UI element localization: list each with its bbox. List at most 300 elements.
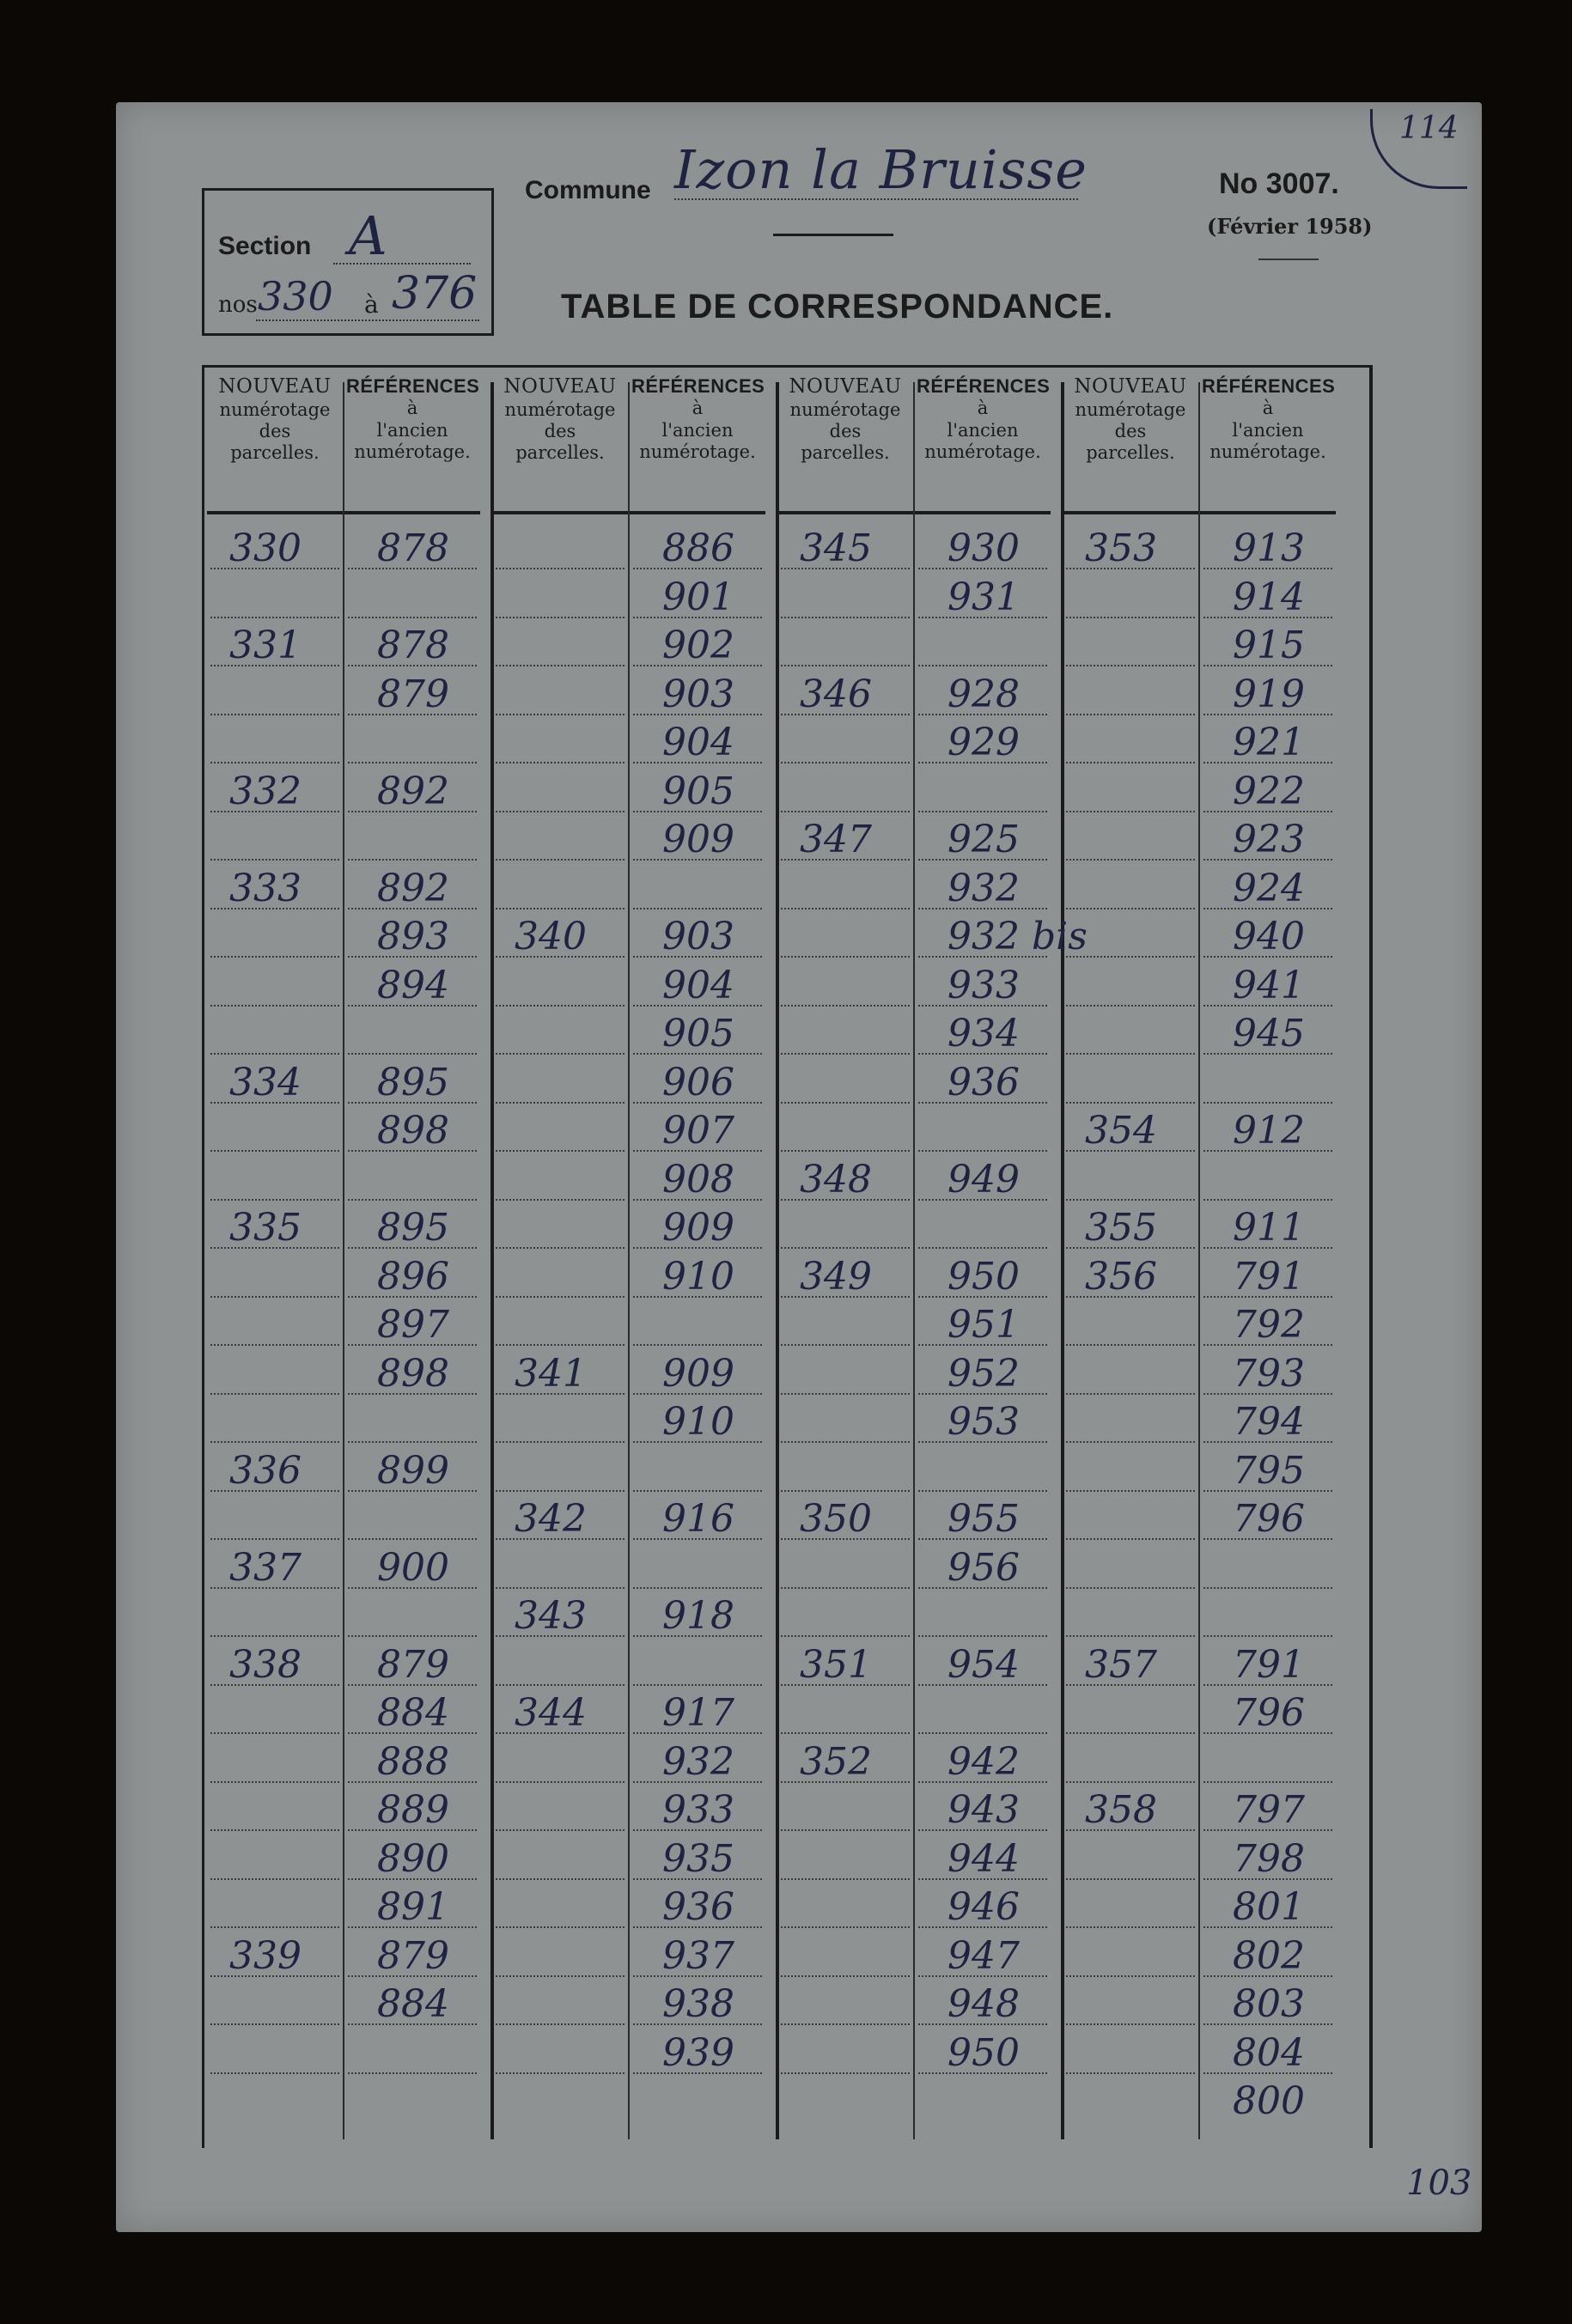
nouveau-cell: 337 — [229, 1545, 302, 1590]
row-dotted-line — [496, 1053, 625, 1055]
ancien-cell: 903 — [662, 672, 734, 716]
row-dotted-line — [348, 1441, 477, 1443]
ancien-cell: 917 — [662, 1691, 734, 1735]
ancien-cell: 945 — [1233, 1012, 1305, 1056]
header-line: des — [259, 420, 291, 441]
row-dotted-line — [918, 665, 1047, 666]
row-dotted-line — [210, 1393, 339, 1395]
commune-dotted-line — [674, 198, 1078, 200]
ancien-cell: 910 — [662, 1400, 734, 1444]
header-line: numérotage. — [639, 441, 756, 462]
row-dotted-line — [210, 1781, 339, 1783]
row-dotted-line — [496, 617, 625, 618]
row-dotted-line — [1066, 714, 1195, 715]
ancien-cell: 900 — [377, 1545, 449, 1590]
row-dotted-line — [210, 617, 339, 618]
row-dotted-line — [1066, 1344, 1195, 1346]
ancien-cell: 924 — [1233, 866, 1305, 910]
row-dotted-line — [496, 1150, 625, 1152]
nouveau-cell: 353 — [1085, 526, 1157, 570]
row-dotted-line — [1066, 859, 1195, 861]
ancien-cell: 879 — [377, 1933, 449, 1978]
ancien-cell: 932 — [947, 866, 1020, 910]
row-dotted-line — [210, 1538, 339, 1540]
ancien-cell: 929 — [947, 721, 1020, 764]
row-dotted-line — [1066, 1199, 1195, 1201]
ancien-cell: 795 — [1233, 1448, 1305, 1493]
ancien-cell: 879 — [377, 672, 449, 716]
row-dotted-line — [1066, 908, 1195, 910]
header-line: à — [406, 398, 418, 419]
nouveau-cell: 351 — [800, 1642, 872, 1687]
row-dotted-line — [781, 1878, 910, 1880]
row-dotted-line — [781, 1975, 910, 1977]
nos-label: nos — [218, 292, 258, 318]
section-label: Section — [218, 232, 312, 260]
row-dotted-line — [781, 1441, 910, 1443]
nouveau-cell: 335 — [229, 1206, 302, 1250]
ancien-cell: 919 — [1233, 672, 1305, 716]
header-line: l'ancien — [661, 419, 734, 441]
row-dotted-line — [1066, 1732, 1195, 1734]
header-line: parcelles. — [801, 441, 890, 463]
ancien-cell: 921 — [1233, 721, 1305, 764]
ancien-cell: 886 — [662, 526, 734, 570]
header-line: RÉFÉRENCES — [346, 375, 480, 397]
ancien-cell: 891 — [377, 1885, 449, 1929]
column-separator — [776, 382, 779, 2139]
header-line: NOUVEAU — [503, 375, 617, 398]
row-dotted-line — [210, 1926, 339, 1928]
ancien-cell: 915 — [1233, 624, 1305, 667]
row-dotted-line — [1066, 1393, 1195, 1395]
header-rule — [207, 511, 343, 514]
row-dotted-line — [496, 1878, 625, 1880]
header-rule — [777, 511, 913, 514]
ancien-cell: 794 — [1233, 1400, 1305, 1444]
ancien-cell: 909 — [662, 818, 734, 861]
ancien-cell: 793 — [1233, 1351, 1305, 1396]
nouveau-cell: 330 — [229, 526, 302, 570]
row-dotted-line — [781, 1102, 910, 1104]
nos-dotted-line — [256, 319, 479, 321]
row-dotted-line — [496, 2023, 625, 2025]
ancien-cell: 791 — [1233, 1254, 1305, 1299]
ancien-cell: 955 — [947, 1497, 1020, 1541]
row-dotted-line — [1203, 1102, 1332, 1104]
ancien-cell: 925 — [947, 818, 1020, 861]
nouveau-cell: 343 — [515, 1594, 587, 1638]
ancien-cell: 898 — [377, 1351, 449, 1396]
column-separator — [628, 382, 630, 2139]
row-dotted-line — [1066, 617, 1195, 618]
ancien-cell: 918 — [662, 1594, 734, 1638]
header-nouveau-3 — [779, 375, 911, 464]
row-dotted-line — [210, 1199, 339, 1201]
ancien-cell: 948 — [947, 1982, 1020, 2026]
column-separator — [343, 382, 344, 2139]
row-dotted-line — [781, 1635, 910, 1637]
row-dotted-line — [1066, 1102, 1195, 1104]
ancien-cell: 889 — [377, 1788, 449, 1832]
header-rule — [1200, 511, 1336, 514]
row-dotted-line — [496, 811, 625, 812]
nouveau-cell: 356 — [1085, 1254, 1157, 1299]
row-dotted-line — [633, 1587, 762, 1589]
ancien-cell: 878 — [377, 624, 449, 667]
header-line: NOUVEAU — [218, 375, 332, 398]
row-dotted-line — [1203, 1587, 1332, 1589]
row-dotted-line — [496, 1296, 625, 1298]
row-dotted-line — [781, 1005, 910, 1007]
header-line: l'ancien — [376, 419, 448, 441]
ancien-cell: 791 — [1233, 1642, 1305, 1687]
header-line: numérotage — [789, 398, 901, 420]
row-dotted-line — [781, 762, 910, 764]
nouveau-cell: 345 — [800, 526, 872, 570]
row-dotted-line — [348, 617, 477, 618]
ancien-cell: 913 — [1233, 526, 1305, 570]
row-dotted-line — [210, 1005, 339, 1007]
row-dotted-line — [496, 1781, 625, 1783]
column-separator — [913, 382, 915, 2139]
nouveau-cell: 350 — [800, 1497, 872, 1541]
header-rule — [915, 511, 1051, 514]
row-dotted-line — [1066, 1587, 1195, 1589]
ancien-cell: 796 — [1233, 1691, 1305, 1735]
nouveau-cell: 331 — [229, 624, 302, 667]
row-dotted-line — [348, 1635, 477, 1637]
nouveau-cell: 347 — [800, 818, 872, 861]
row-dotted-line — [918, 1490, 1047, 1492]
ancien-cell: 936 — [662, 1885, 734, 1929]
nouveau-cell: 349 — [800, 1254, 872, 1299]
row-dotted-line — [496, 1975, 625, 1977]
ancien-cell: 907 — [662, 1109, 734, 1153]
nouveau-cell: 339 — [229, 1933, 302, 1978]
nouveau-cell: 354 — [1085, 1109, 1157, 1153]
header-references-3 — [917, 375, 1049, 463]
commune-label: Commune — [525, 176, 651, 204]
ancien-cell: 908 — [662, 1157, 734, 1202]
row-dotted-line — [918, 1732, 1047, 1734]
row-dotted-line — [1066, 1538, 1195, 1540]
row-dotted-line — [918, 1150, 1047, 1152]
nouveau-cell: 340 — [515, 915, 587, 958]
row-dotted-line — [1066, 1878, 1195, 1880]
row-dotted-line — [496, 568, 625, 569]
row-dotted-line — [781, 1490, 910, 1492]
header-line: NOUVEAU — [789, 375, 902, 398]
ancien-cell: 939 — [662, 2030, 734, 2075]
header-nouveau-4 — [1064, 375, 1197, 464]
row-dotted-line — [496, 1926, 625, 1928]
header-line: RÉFÉRENCES — [1202, 375, 1336, 397]
column-separator — [1061, 382, 1064, 2139]
nouveau-cell: 344 — [515, 1691, 587, 1735]
header-rule — [1063, 511, 1198, 514]
header-line: parcelles. — [515, 441, 605, 463]
row-dotted-line — [496, 908, 625, 910]
commune-underline — [773, 234, 893, 236]
row-dotted-line — [496, 1829, 625, 1831]
row-dotted-line — [496, 762, 625, 764]
form-number: No 3007. — [1219, 167, 1339, 200]
row-dotted-line — [1066, 665, 1195, 666]
header-line: RÉFÉRENCES — [917, 375, 1051, 397]
ancien-cell: 895 — [377, 1206, 449, 1250]
nouveau-cell: 334 — [229, 1060, 302, 1104]
column-separator — [1198, 382, 1200, 2139]
ancien-cell: 931 — [947, 575, 1020, 619]
row-dotted-line — [1066, 1781, 1195, 1783]
ancien-cell: 947 — [947, 1933, 1020, 1978]
ancien-cell: 796 — [1233, 1497, 1305, 1541]
row-dotted-line — [348, 1053, 477, 1055]
nouveau-cell: 357 — [1085, 1642, 1157, 1687]
nouveau-cell: 346 — [800, 672, 872, 716]
ancien-cell: 905 — [662, 1012, 734, 1056]
row-dotted-line — [781, 1829, 910, 1831]
row-dotted-line — [781, 1344, 910, 1346]
row-dotted-line — [1066, 1053, 1195, 1055]
row-dotted-line — [781, 1587, 910, 1589]
header-line: numérotage. — [354, 441, 471, 462]
row-dotted-line — [210, 859, 339, 861]
row-dotted-line — [210, 1829, 339, 1831]
ancien-cell: 954 — [947, 1642, 1020, 1687]
folio-number-top: 114 — [1399, 111, 1459, 146]
ancien-cell: 895 — [377, 1060, 449, 1104]
row-dotted-line — [781, 908, 910, 910]
row-dotted-line — [918, 811, 1047, 812]
ancien-cell: 951 — [947, 1303, 1020, 1347]
row-dotted-line — [1203, 1199, 1332, 1201]
ancien-cell: 932 bis — [947, 915, 1088, 958]
header-references-1 — [346, 375, 478, 463]
ancien-cell: 949 — [947, 1157, 1020, 1202]
ancien-cell: 928 — [947, 672, 1020, 716]
ancien-cell: 910 — [662, 1254, 734, 1299]
row-dotted-line — [781, 1926, 910, 1928]
row-dotted-line — [1066, 2072, 1195, 2074]
ancien-cell: 899 — [377, 1448, 449, 1493]
document-sheet — [116, 102, 1482, 2232]
ancien-cell: 914 — [1233, 575, 1305, 619]
row-dotted-line — [348, 762, 477, 764]
ancien-cell: 897 — [377, 1303, 449, 1347]
ancien-cell: 950 — [947, 2030, 1020, 2075]
nouveau-cell: 355 — [1085, 1206, 1157, 1250]
ancien-cell: 792 — [1233, 1303, 1305, 1347]
row-dotted-line — [1066, 2023, 1195, 2025]
row-dotted-line — [496, 1102, 625, 1104]
ancien-cell: 905 — [662, 769, 734, 813]
header-line: numérotage. — [924, 441, 1041, 462]
ancien-cell: 894 — [377, 963, 449, 1007]
row-dotted-line — [781, 1053, 910, 1055]
header-line: NOUVEAU — [1074, 375, 1187, 398]
row-dotted-line — [496, 2072, 625, 2074]
row-dotted-line — [210, 1150, 339, 1152]
ancien-cell: 933 — [662, 1788, 734, 1832]
ancien-cell: 946 — [947, 1885, 1020, 1929]
nouveau-cell: 342 — [515, 1497, 587, 1541]
ancien-cell: 944 — [947, 1836, 1020, 1881]
row-dotted-line — [781, 1393, 910, 1395]
header-line: des — [829, 420, 862, 441]
row-dotted-line — [496, 1344, 625, 1346]
row-dotted-line — [496, 1005, 625, 1007]
header-line: numérotage. — [1209, 441, 1326, 462]
ancien-cell: 801 — [1233, 1885, 1305, 1929]
nouveau-cell: 358 — [1085, 1788, 1157, 1832]
row-dotted-line — [781, 1732, 910, 1734]
ancien-cell: 901 — [662, 575, 734, 619]
nos-from-value: 330 — [258, 273, 333, 319]
row-dotted-line — [633, 908, 762, 910]
row-dotted-line — [348, 859, 477, 861]
ancien-cell: 892 — [377, 769, 449, 813]
ancien-cell: 916 — [662, 1497, 734, 1541]
ancien-cell: 912 — [1233, 1109, 1305, 1153]
row-dotted-line — [1203, 1635, 1332, 1637]
nouveau-cell: 333 — [229, 866, 302, 910]
header-line: numérotage — [504, 398, 616, 420]
row-dotted-line — [496, 859, 625, 861]
ancien-cell: 911 — [1233, 1206, 1305, 1250]
row-dotted-line — [781, 617, 910, 618]
row-dotted-line — [210, 714, 339, 715]
row-dotted-line — [348, 2072, 477, 2074]
ancien-cell: 932 — [662, 1739, 734, 1784]
nos-to-value: 376 — [392, 268, 478, 319]
nouveau-cell: 338 — [229, 1642, 302, 1687]
row-dotted-line — [210, 1296, 339, 1298]
header-line: numérotage — [1075, 398, 1186, 420]
ancien-cell: 878 — [377, 526, 449, 570]
range-a-label: à — [364, 290, 379, 319]
form-date: (Février 1958) — [1207, 214, 1373, 239]
header-nouveau-1 — [209, 375, 341, 464]
row-dotted-line — [210, 1441, 339, 1443]
row-dotted-line — [1066, 1975, 1195, 1977]
header-line: l'ancien — [947, 419, 1019, 441]
ancien-cell: 893 — [377, 915, 449, 958]
ancien-cell: 956 — [947, 1545, 1020, 1590]
row-dotted-line — [633, 1684, 762, 1686]
table-title: TABLE DE CORRESPONDANCE. — [561, 288, 1114, 325]
row-dotted-line — [918, 1635, 1047, 1637]
row-dotted-line — [781, 2072, 910, 2074]
ancien-cell: 902 — [662, 624, 734, 667]
ancien-cell: 904 — [662, 963, 734, 1007]
row-dotted-line — [781, 1150, 910, 1152]
header-rule — [344, 511, 480, 514]
ancien-cell: 892 — [377, 866, 449, 910]
ancien-cell: 950 — [947, 1254, 1020, 1299]
row-dotted-line — [1066, 1926, 1195, 1928]
row-dotted-line — [496, 1441, 625, 1443]
row-dotted-line — [496, 1490, 625, 1492]
ancien-cell: 923 — [1233, 818, 1305, 861]
row-dotted-line — [348, 1199, 477, 1201]
header-references-4 — [1202, 375, 1334, 463]
row-dotted-line — [496, 714, 625, 715]
ancien-cell: 888 — [377, 1739, 449, 1784]
row-dotted-line — [1066, 1005, 1195, 1007]
row-dotted-line — [1066, 1441, 1195, 1443]
row-dotted-line — [496, 1684, 625, 1686]
row-dotted-line — [496, 665, 625, 666]
header-line: parcelles. — [230, 441, 320, 463]
header-line: l'ancien — [1232, 419, 1304, 441]
ancien-cell: 937 — [662, 1933, 734, 1978]
row-dotted-line — [1203, 1781, 1332, 1783]
ancien-cell: 906 — [662, 1060, 734, 1104]
row-dotted-line — [210, 2072, 339, 2074]
row-dotted-line — [781, 665, 910, 666]
row-dotted-line — [781, 811, 910, 812]
nouveau-cell: 348 — [800, 1157, 872, 1202]
row-dotted-line — [210, 1878, 339, 1880]
commune-value: Izon la Bruisse — [674, 138, 1088, 201]
row-dotted-line — [496, 1247, 625, 1249]
ancien-cell: 909 — [662, 1351, 734, 1396]
header-rule — [630, 511, 765, 514]
row-dotted-line — [210, 762, 339, 764]
row-dotted-line — [496, 1199, 625, 1201]
row-dotted-line — [210, 1053, 339, 1055]
header-line: des — [1114, 420, 1147, 441]
section-box — [202, 188, 494, 336]
ancien-cell: 952 — [947, 1351, 1020, 1396]
form-underline — [1258, 259, 1319, 260]
ancien-cell: 884 — [377, 1982, 449, 2026]
ancien-cell: 879 — [377, 1642, 449, 1687]
ancien-cell: 804 — [1233, 2030, 1305, 2075]
ancien-cell: 922 — [1233, 769, 1305, 813]
row-dotted-line — [348, 1538, 477, 1540]
header-line: des — [544, 420, 576, 441]
ancien-cell: 934 — [947, 1012, 1020, 1056]
header-nouveau-2 — [494, 375, 626, 464]
row-dotted-line — [633, 1490, 762, 1492]
ancien-cell: 935 — [662, 1836, 734, 1881]
ancien-cell: 941 — [1233, 963, 1305, 1007]
header-line: à — [1262, 398, 1274, 419]
header-line: à — [692, 398, 704, 419]
row-dotted-line — [633, 1344, 762, 1346]
ancien-cell: 943 — [947, 1788, 1020, 1832]
nouveau-cell: 336 — [229, 1448, 302, 1493]
row-dotted-line — [210, 1344, 339, 1346]
ancien-cell: 800 — [1233, 2079, 1305, 2123]
ancien-cell: 942 — [947, 1739, 1020, 1784]
row-dotted-line — [918, 1247, 1047, 1249]
row-dotted-line — [210, 1732, 339, 1734]
ancien-cell: 896 — [377, 1254, 449, 1299]
ancien-cell: 936 — [947, 1060, 1020, 1104]
nouveau-cell: 332 — [229, 769, 302, 813]
header-line: à — [977, 398, 989, 419]
nouveau-cell: 352 — [800, 1739, 872, 1784]
row-dotted-line — [1066, 762, 1195, 764]
ancien-cell: 903 — [662, 915, 734, 958]
row-dotted-line — [210, 1635, 339, 1637]
ancien-cell: 803 — [1233, 1982, 1305, 2026]
row-dotted-line — [496, 1587, 625, 1589]
